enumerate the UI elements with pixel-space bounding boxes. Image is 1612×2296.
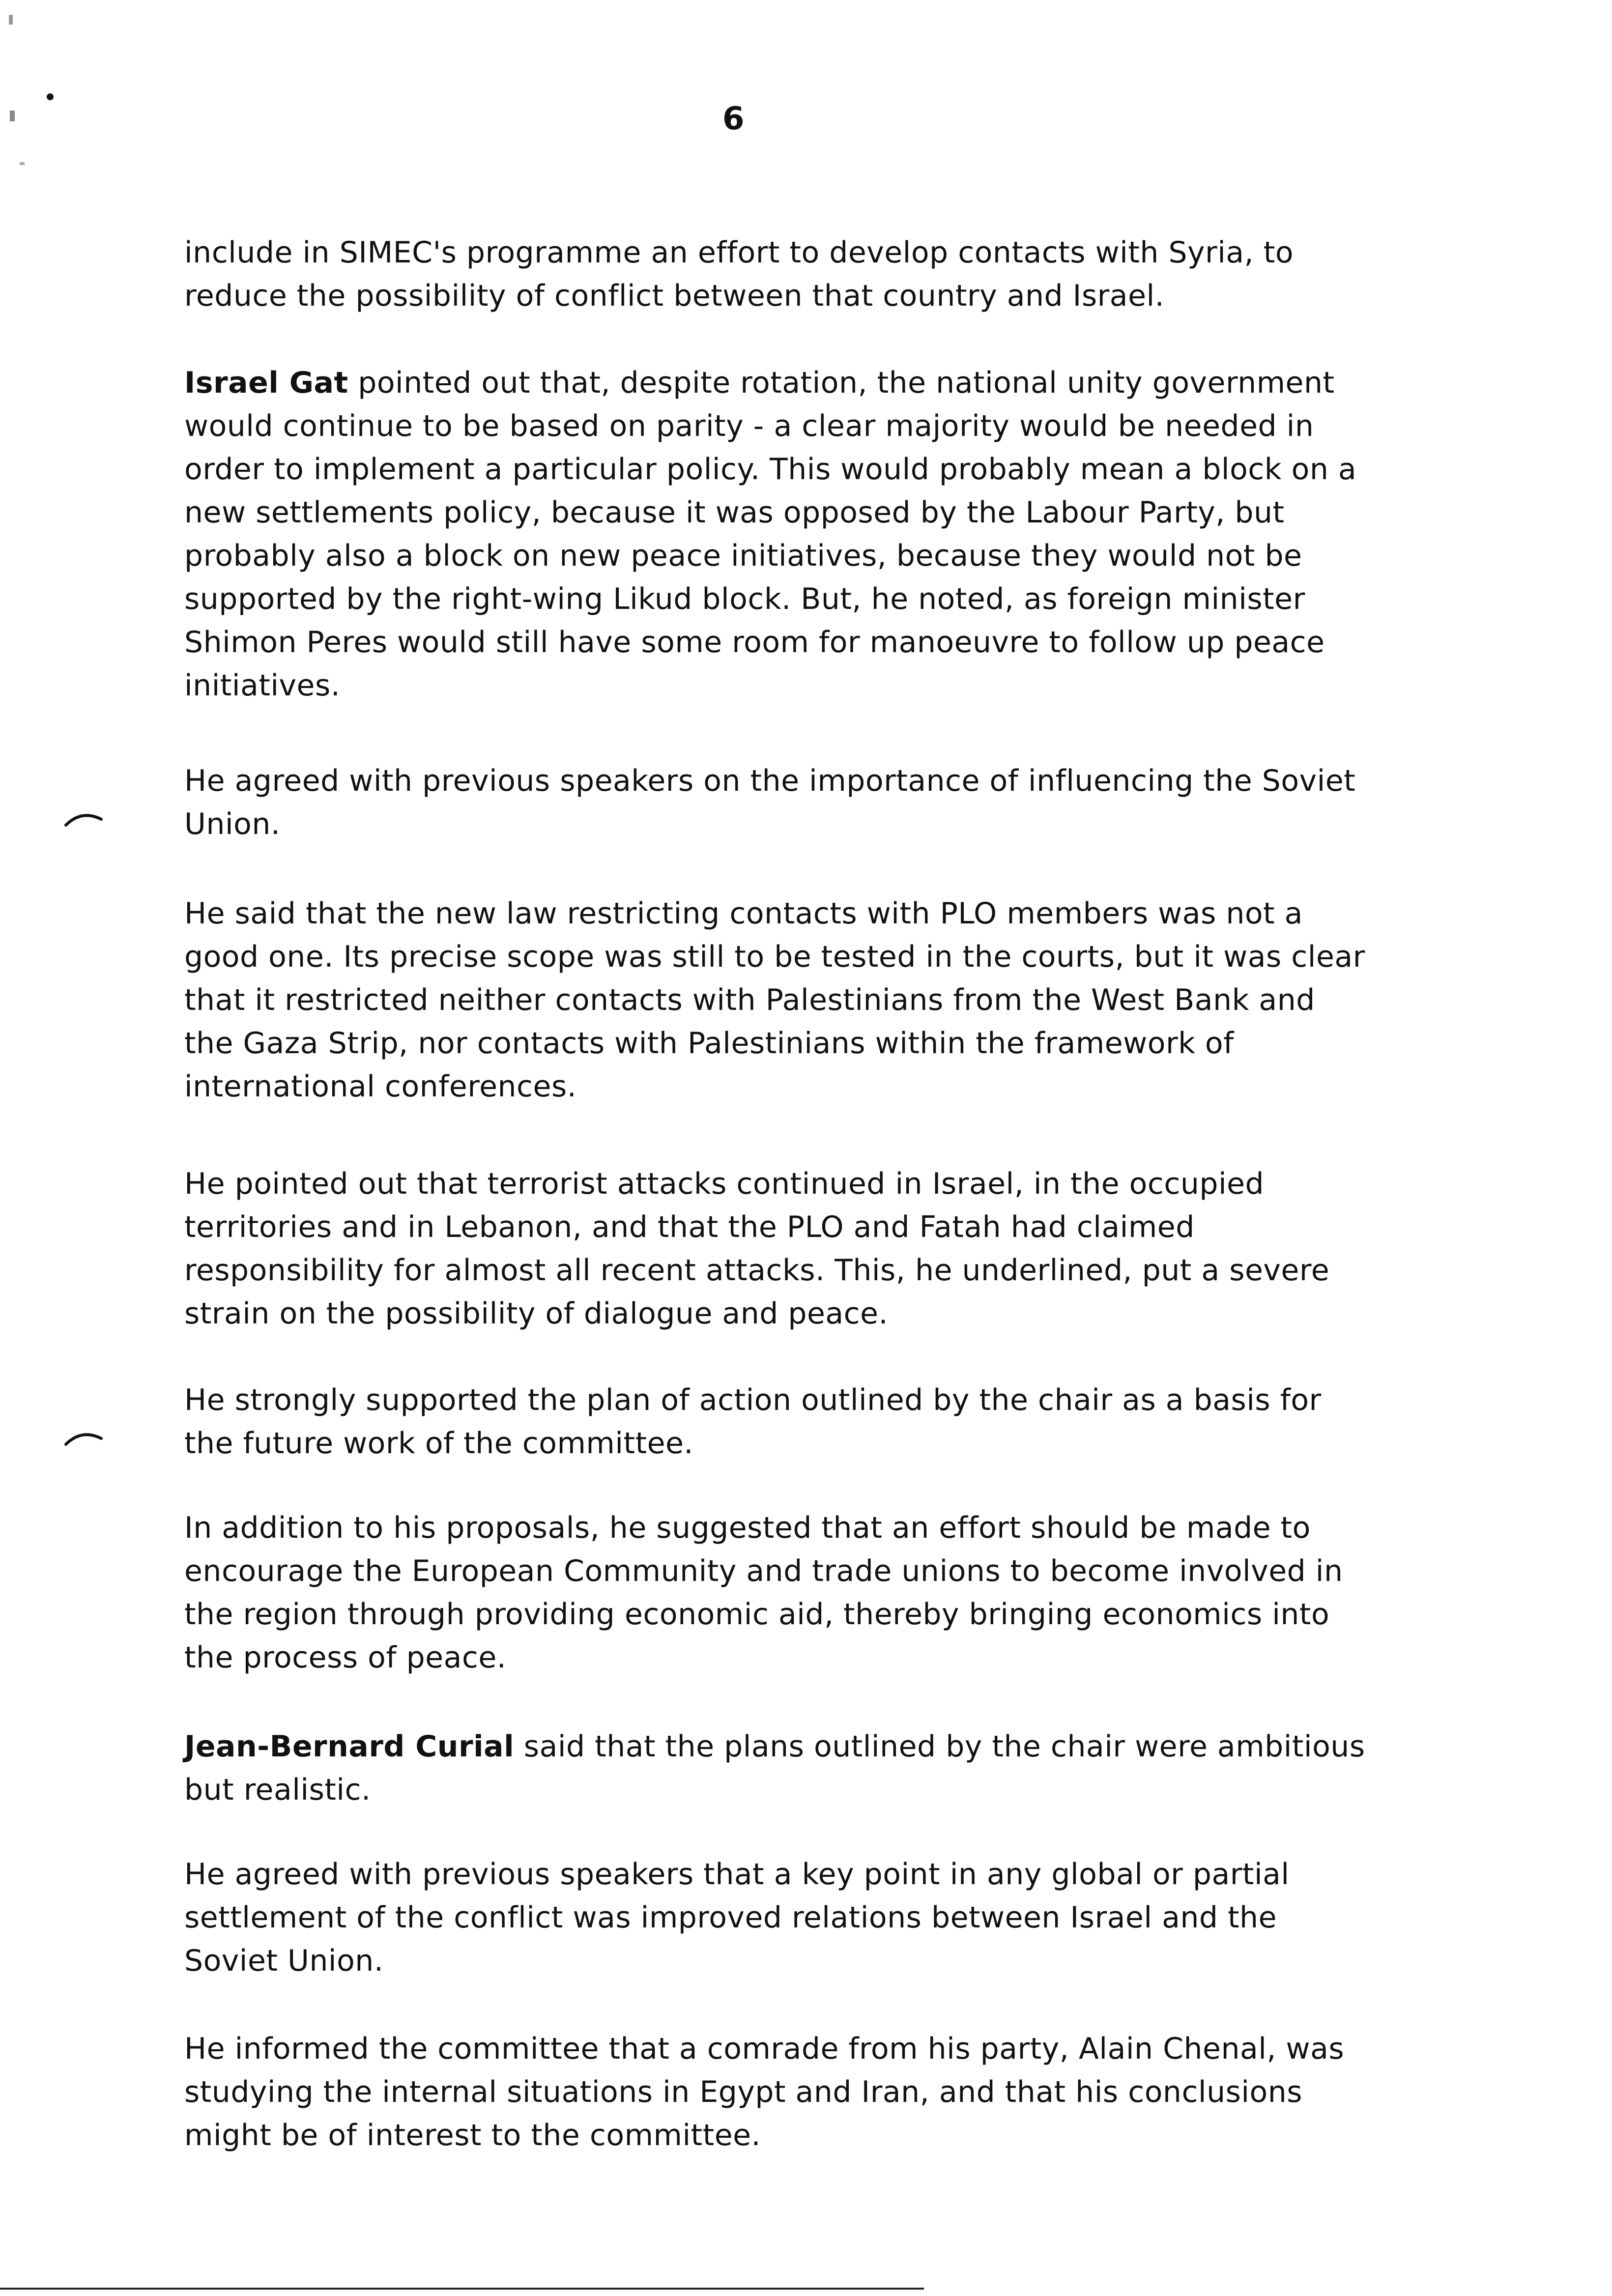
paragraph xyxy=(184,2027,1374,2157)
paragraph-text: He agreed with previous speakers that a key point in any global or partial settlement of the conflict was improved relations between Israel and the Soviet Union. xyxy=(184,1857,1290,1978)
paragraph xyxy=(184,1378,1374,1465)
scan-speck xyxy=(20,162,25,165)
page-number: 6 xyxy=(722,101,745,137)
paragraph xyxy=(184,892,1374,1108)
paragraph-text: include in SIMEC's programme an effort to develop contacts with Syria, to reduce the possibility of conflict between that country and Israel. xyxy=(184,235,1294,313)
paragraph-text: He informed the committee that a comrade from his party, Alain Chenal, was studying the internal situations in Egypt and Iran, and that his conclusions might be of interest to the committee. xyxy=(184,2032,1345,2152)
paragraph-text: pointed out that, despite rotation, the national unity government would continue to be based on parity - a clear majority would be needed in order to implement a particular policy. This would probably mean a block on a new settlements policy, because it was opposed by the Labour Party, but probably also a block on new peace initiatives, because they would not be supported by the right-wing Likud block. But, he noted, as foreign minister Shimon Peres would still have some room for manoeuvre to follow up peace initiatives. xyxy=(184,366,1357,703)
scan-speck xyxy=(47,93,54,100)
paragraph xyxy=(184,1725,1374,1811)
paragraph xyxy=(184,1506,1374,1679)
page-bottom-rule xyxy=(0,2288,924,2290)
paragraph xyxy=(184,361,1374,707)
paragraph-text: He said that the new law restricting contacts with PLO members was not a good one. Its precise scope was still to be tested in the courts, but it was clear that it restricted neither contacts with Palestinians from the West Bank and the Gaza Strip, nor contacts with Palestinians within the framework of international conferences. xyxy=(184,896,1365,1104)
margin-annotation-mark xyxy=(64,1428,103,1447)
paragraph xyxy=(184,759,1374,846)
paragraph-text: He agreed with previous speakers on the importance of influencing the Soviet Union. xyxy=(184,764,1356,841)
margin-annotation-mark xyxy=(64,808,103,828)
speaker-name: Jean-Bernard Curial xyxy=(184,1729,515,1764)
paragraph xyxy=(184,1853,1374,1982)
paragraph xyxy=(184,1162,1374,1335)
scan-speck xyxy=(9,15,13,25)
paragraph-text: He strongly supported the plan of action outlined by the chair as a basis for the future work of the committee. xyxy=(184,1383,1322,1461)
speaker-name: Israel Gat xyxy=(184,366,348,400)
paragraph-text: In addition to his proposals, he suggested that an effort should be made to encourage the European Community and trade unions to become involved in the region through providing economic aid, thereby bringing economics into the process of peace. xyxy=(184,1511,1343,1675)
paragraph-text: said that the plans outlined by the chair were ambitious but realistic. xyxy=(184,1729,1365,1807)
paragraph xyxy=(184,231,1374,317)
scan-speck xyxy=(10,111,15,121)
paragraph-text: He pointed out that terrorist attacks continued in Israel, in the occupied territories and in Lebanon, and that the PLO and Fatah had claimed responsibility for almost all recent attacks. This, he underlined, put a severe strain on the possibility of dialogue and peace. xyxy=(184,1167,1330,1331)
